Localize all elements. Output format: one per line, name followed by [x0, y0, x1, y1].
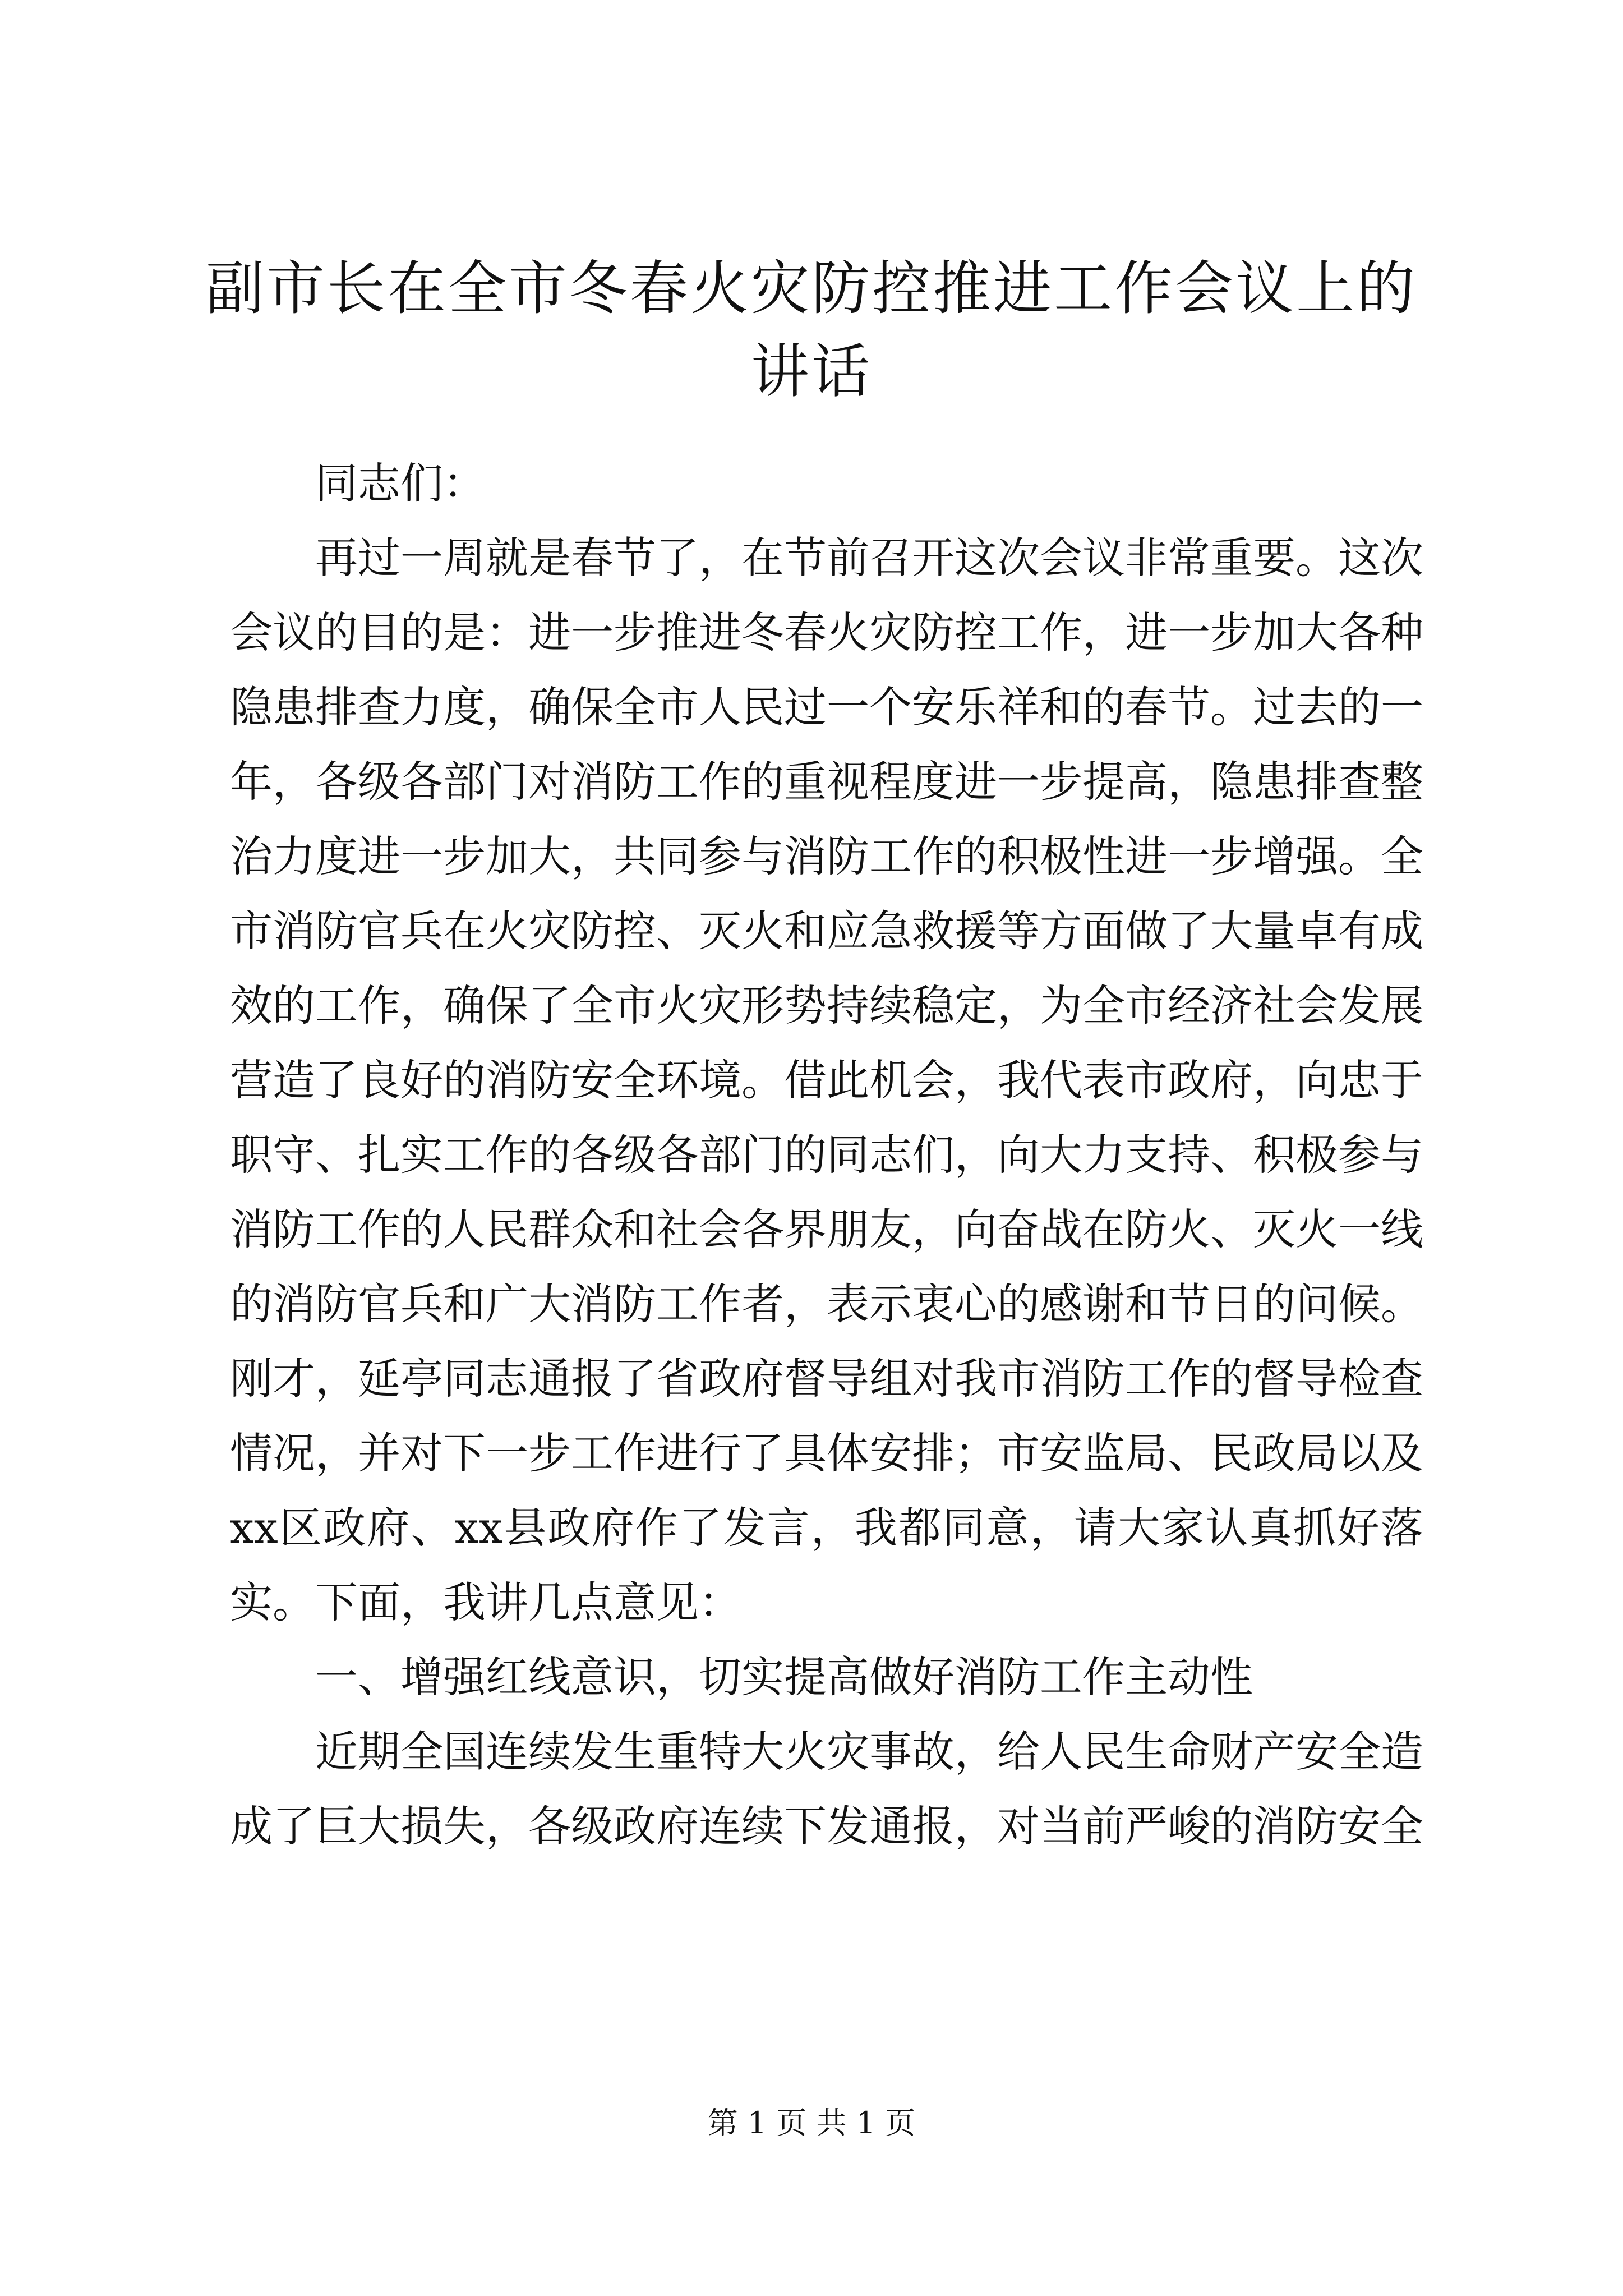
- title-line-2: 讲话: [750, 337, 872, 406]
- document-body: [230, 446, 1423, 1864]
- title-line-1: 副市长在全市冬春火灾防控推进工作会议上的: [205, 254, 1417, 323]
- section-heading: 一、增强红线意识，切实提高做好消防工作主动性: [315, 1652, 1253, 1702]
- salutation-paragraph: 同志们：: [315, 458, 486, 508]
- page-footer: 第 1 页 共 1 页: [707, 2105, 916, 2141]
- section-paragraph: 近期全国连续发生重特大火灾事故，给人民生命财产安全造成了巨大损失，各级政府连续下发通报，对当前严峻的消防安全: [230, 1727, 1423, 1851]
- opening-paragraph: 再过一周就是春节了，在节前召开这次会议非常重要。这次会议的目的是：进一步推进冬春火灾防控工作，进一步加大各种隐患排查力度，确保全市人民过一个安乐祥和的春节。过去的一年，各级各部门对消防工作的重视程度进一步提高，隐患排查整治力度进一步加大，共同参与消防工作的积极性进一步增强。全市消防官兵在火灾防控、灭火和应急救援等方面做了大量卓有成效的工作，确保了全市火灾形势持续稳定，为全市经济社会发展营造了良好的消防安全环境。借此机会，我代表市政府，向忠于职守、扎实工作的各级各部门的同志们，向大力支持、积极参与消防工作的人民群众和社会各界朋友，向奋战在防火、灭火一线的消防官兵和广大消防工作者，表示衷心的感谢和节日的问候。刚才，延亭同志通报了省政府督导组对我市消防工作的督导检查情况，并对下一步工作进行了具体安排；市安监局、民政局以及xx区政府、xx县政府作了发言，我都同意，请大家认真抓好落实。下面，我讲几点意见：: [230, 533, 1423, 1627]
- document-title: [185, 247, 1438, 413]
